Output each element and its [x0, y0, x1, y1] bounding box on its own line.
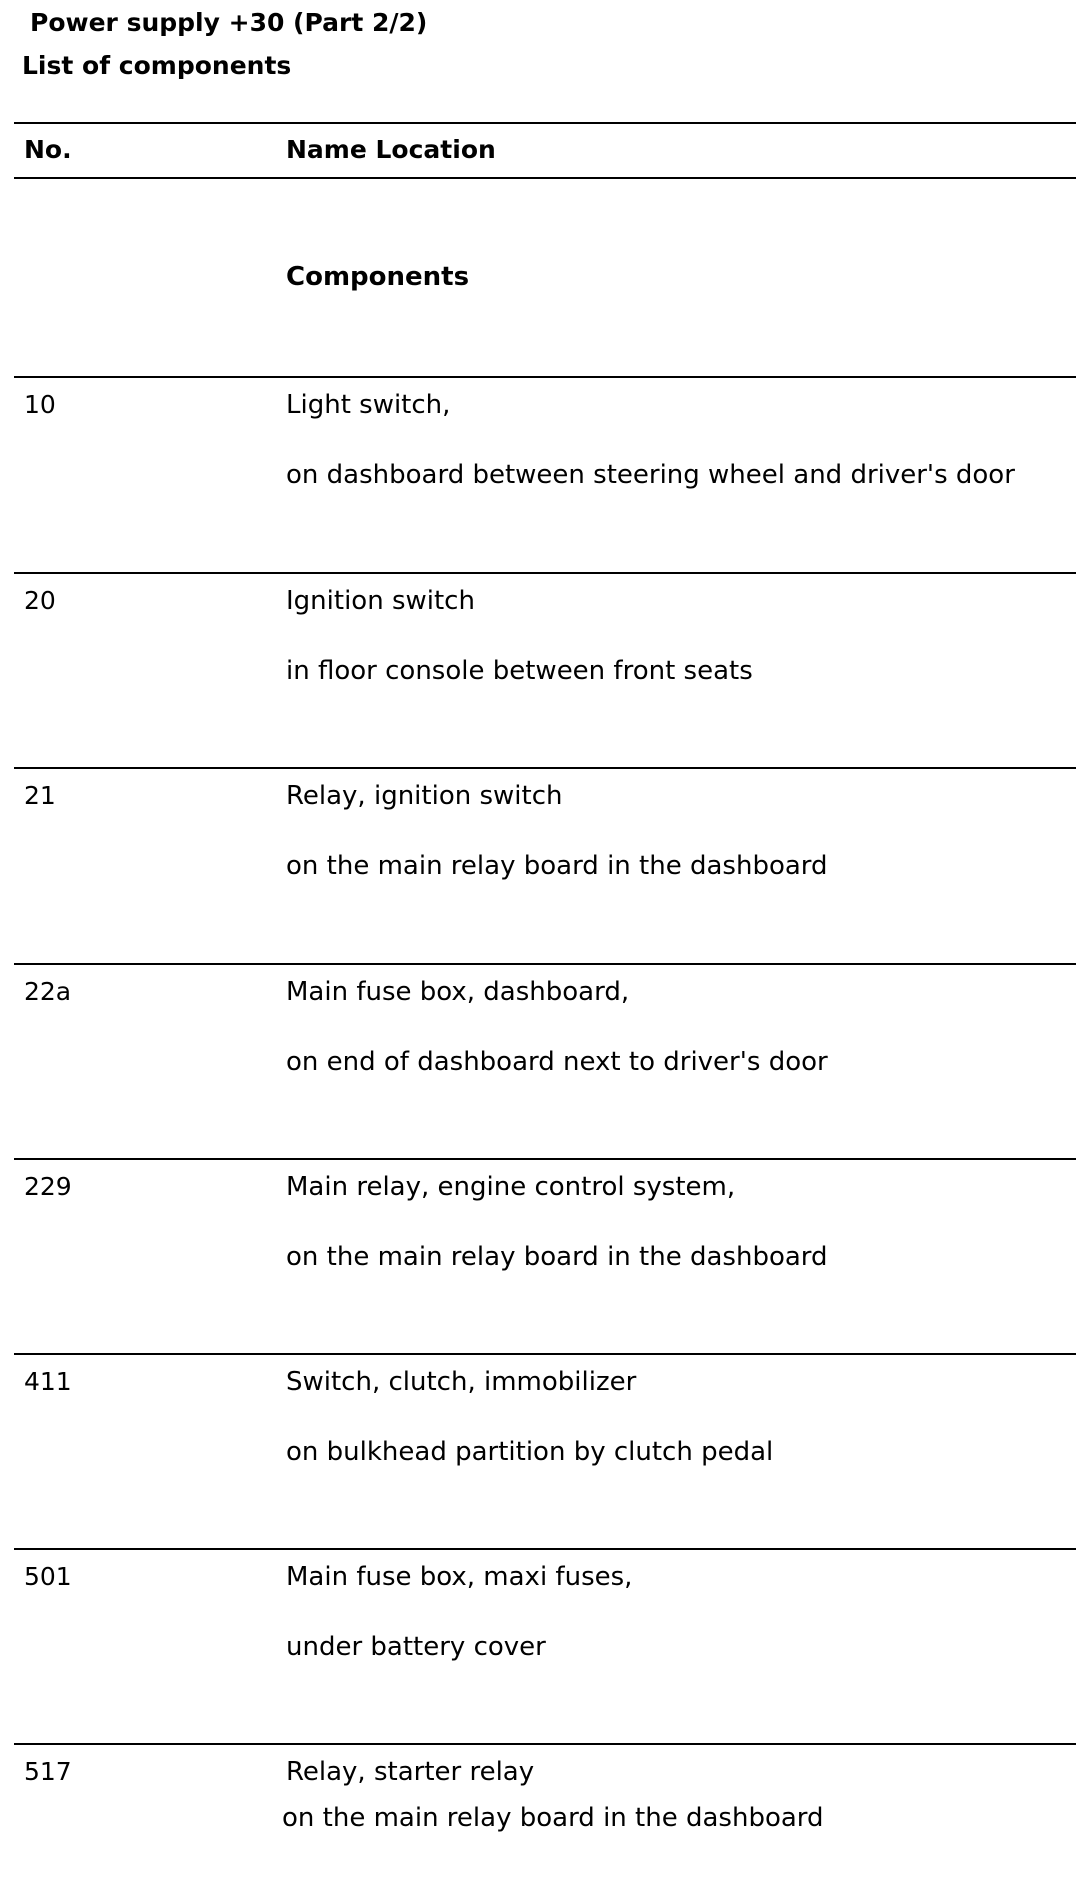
row-divider	[14, 1743, 1076, 1745]
header-bottom-rule	[14, 177, 1076, 179]
row-number: 517	[24, 1757, 72, 1786]
row-divider	[14, 1158, 1076, 1160]
row-number: 22a	[24, 977, 72, 1006]
row-number: 21	[24, 781, 56, 810]
component-name: Main relay, engine control system,	[286, 1172, 736, 1202]
row-divider	[14, 963, 1076, 965]
row-number: 10	[24, 390, 56, 419]
row-divider	[14, 376, 1076, 378]
row-divider	[14, 572, 1076, 574]
component-name: Relay, starter relay	[286, 1757, 535, 1787]
component-name: Main fuse box, maxi fuses,	[286, 1562, 633, 1592]
row-divider	[14, 767, 1076, 769]
component-location: on the main relay board in the dashboard	[286, 1242, 828, 1272]
row-number: 229	[24, 1172, 72, 1201]
component-location: on bulkhead partition by clutch pedal	[286, 1437, 774, 1467]
component-location: on end of dashboard next to driver's door	[286, 1047, 828, 1077]
component-name: Relay, ignition switch	[286, 781, 563, 811]
component-location: in floor console between front seats	[286, 656, 753, 686]
row-number: 411	[24, 1367, 72, 1396]
component-name: Light switch,	[286, 390, 451, 420]
component-name: Main fuse box, dashboard,	[286, 977, 630, 1007]
component-name: Ignition switch	[286, 586, 475, 616]
row-number: 20	[24, 586, 56, 615]
row-divider	[14, 1548, 1076, 1550]
component-location: on dashboard between steering wheel and driver's door	[286, 460, 1015, 490]
component-location: on the main relay board in the dashboard	[286, 851, 828, 881]
section-label-components: Components	[286, 262, 470, 292]
document-subtitle: List of components	[22, 51, 292, 80]
table-top-rule	[14, 122, 1076, 124]
component-name: Switch, clutch, immobilizer	[286, 1367, 637, 1397]
row-number: 501	[24, 1562, 72, 1591]
column-header-name-location: Name Location	[286, 135, 496, 164]
column-header-no: No.	[24, 135, 72, 164]
component-location: on the main relay board in the dashboard	[282, 1803, 824, 1833]
component-location: under battery cover	[286, 1632, 546, 1662]
row-divider	[14, 1353, 1076, 1355]
document-title: Power supply +30 (Part 2/2)	[30, 8, 428, 37]
